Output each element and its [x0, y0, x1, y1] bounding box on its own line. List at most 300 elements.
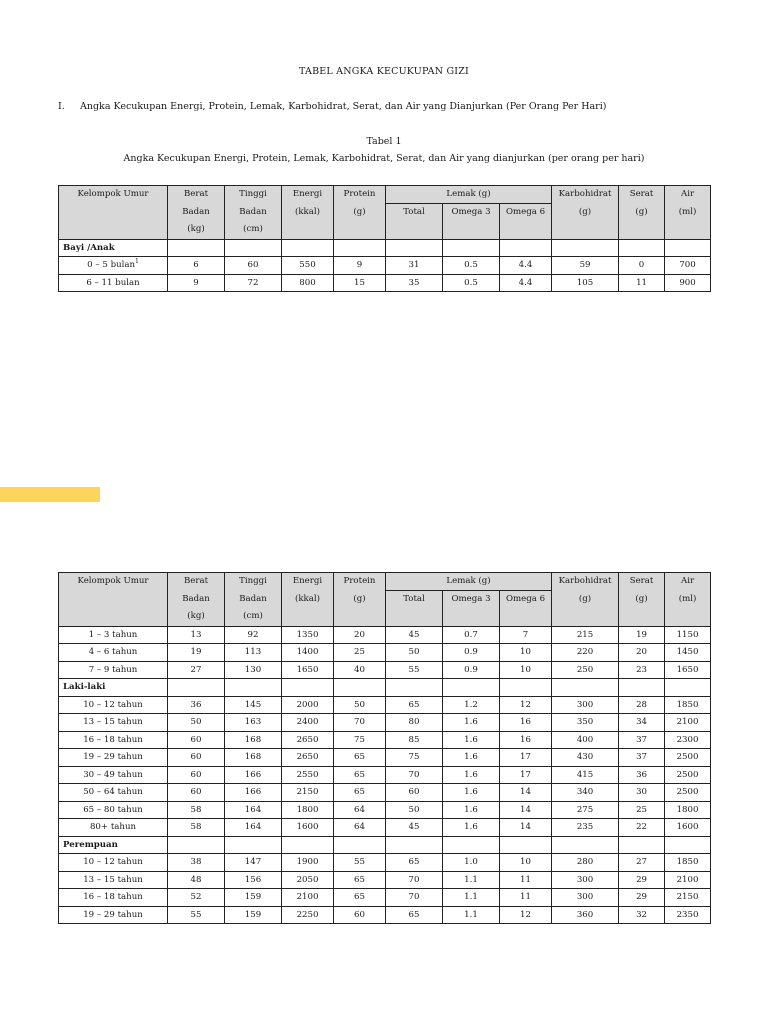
value-text: 55: [408, 664, 420, 675]
value-text: 164: [244, 804, 262, 815]
value-cell: [282, 854, 334, 872]
empty-cell: [619, 239, 665, 257]
value-cell: [665, 889, 711, 907]
table-row: [59, 871, 711, 889]
value-text: 55: [190, 909, 202, 920]
value-text: 60: [190, 769, 202, 780]
section-number: I.: [58, 101, 65, 112]
value-text: 2250: [296, 909, 319, 920]
value-text: 1850: [676, 699, 699, 710]
value-cell: [665, 906, 711, 924]
value-cell: [168, 749, 225, 767]
value-text: 0.9: [464, 664, 478, 675]
header-energi-line: Energi: [292, 576, 323, 586]
age-group-cell: [59, 661, 168, 679]
empty-cell: [282, 239, 334, 257]
value-cell: [619, 784, 665, 802]
empty-cell: [552, 239, 619, 257]
value-cell: [552, 801, 619, 819]
value-cell: [619, 889, 665, 907]
empty-cell: [168, 239, 225, 257]
value-text: 48: [190, 874, 202, 885]
value-cell: [282, 696, 334, 714]
value-text: 2300: [676, 734, 699, 745]
value-cell: [334, 749, 386, 767]
value-cell: [443, 854, 500, 872]
table-row: [59, 749, 711, 767]
group-row-bayi-anak: [59, 239, 711, 257]
value-text: 25: [354, 647, 365, 657]
value-text: 17: [520, 752, 531, 762]
value-cell: [443, 257, 500, 275]
age-group-text: 4 – 6 tahun: [88, 647, 138, 657]
value-cell: [619, 644, 665, 662]
age-group-text: 30 – 49 tahun: [83, 769, 143, 780]
value-text: 65: [354, 769, 365, 780]
value-text: 159: [244, 909, 262, 920]
header-lemak-omega-3: Omega 3: [443, 590, 500, 626]
value-text: 168: [244, 734, 262, 745]
value-text: 2400: [296, 717, 319, 727]
value-text: 35: [408, 277, 420, 288]
value-cell: [552, 626, 619, 644]
age-group-cell: [59, 906, 168, 924]
value-cell: [386, 644, 443, 662]
value-cell: [225, 819, 282, 837]
value-cell: [168, 714, 225, 732]
value-cell: [552, 906, 619, 924]
value-cell: [282, 906, 334, 924]
value-cell: [282, 626, 334, 644]
value-text: 0: [638, 260, 645, 270]
empty-cell: [500, 836, 552, 854]
value-cell: [168, 871, 225, 889]
value-text: 1350: [296, 629, 319, 640]
value-text: 37: [636, 734, 647, 745]
empty-cell: [386, 239, 443, 257]
value-text: 36: [190, 699, 202, 710]
value-text: 1650: [676, 664, 699, 675]
value-cell: [334, 626, 386, 644]
table-caption-label: Tabel 1: [366, 136, 402, 147]
header-karbohidrat-line: Karbohidrat: [558, 189, 612, 199]
value-text: 164: [244, 822, 262, 832]
value-text: 1450: [676, 647, 699, 657]
value-cell: [500, 714, 552, 732]
value-cell: [386, 801, 443, 819]
value-cell: [443, 906, 500, 924]
value-cell: [334, 871, 386, 889]
value-cell: [443, 871, 500, 889]
value-text: 50: [408, 647, 420, 657]
age-group-cell: [59, 274, 168, 292]
header-berat-badan-line: (kg): [187, 224, 205, 234]
header-berat-badan-line: (kg): [187, 611, 205, 621]
value-text: 156: [244, 874, 262, 885]
value-text: 60: [408, 787, 420, 797]
value-text: 1150: [676, 629, 699, 640]
value-cell: [500, 644, 552, 662]
value-cell: [665, 784, 711, 802]
value-cell: [334, 696, 386, 714]
value-text: 1600: [676, 822, 699, 832]
value-cell: [168, 731, 225, 749]
header-energi: [282, 186, 334, 240]
document-title: TABEL ANGKA KECUKUPAN GIZI: [299, 66, 469, 77]
age-group-cell: [59, 889, 168, 907]
header-karbohidrat: [552, 186, 619, 240]
value-text: 30: [636, 787, 647, 797]
value-text: 65: [408, 699, 420, 710]
value-cell: [500, 854, 552, 872]
value-text: 1.6: [464, 804, 478, 815]
header-serat-line: Serat: [629, 576, 654, 586]
value-cell: [334, 801, 386, 819]
value-text: 19: [190, 647, 202, 657]
empty-cell: [665, 239, 711, 257]
value-text: 50: [408, 804, 420, 815]
value-text: 36: [636, 769, 647, 780]
value-text: 58: [190, 822, 202, 832]
value-text: 1.2: [464, 699, 478, 710]
value-cell: [334, 766, 386, 784]
header-lemak-total: Total: [386, 590, 443, 626]
value-cell: [386, 819, 443, 837]
empty-cell: [225, 679, 282, 697]
value-text: 4.4: [518, 277, 533, 288]
value-cell: [168, 819, 225, 837]
value-text: 250: [576, 664, 594, 675]
value-cell: [665, 819, 711, 837]
value-text: 147: [244, 857, 262, 867]
value-text: 75: [354, 734, 365, 745]
header-lemak-omega-6: Omega 6: [500, 590, 552, 626]
value-cell: [500, 766, 552, 784]
age-group-text: 65 – 80 tahun: [83, 804, 143, 815]
value-cell: [619, 626, 665, 644]
value-text: 1.0: [464, 857, 478, 867]
value-cell: [282, 871, 334, 889]
value-cell: [282, 889, 334, 907]
value-text: 45: [408, 822, 420, 832]
value-text: 163: [244, 717, 262, 727]
value-cell: [552, 819, 619, 837]
value-cell: [665, 644, 711, 662]
table-caption-text: Angka Kecukupan Energi, Protein, Lemak, Karbohidrat, Serat, dan Air yang dianjurkan (per orang per hari): [123, 153, 645, 164]
value-cell: [168, 854, 225, 872]
value-text: 1.1: [464, 909, 478, 920]
value-cell: [443, 749, 500, 767]
value-text: 50: [354, 699, 365, 710]
value-cell: [665, 749, 711, 767]
header-energi-line: (kkal): [295, 206, 320, 217]
header-tinggi-badan-line: Tinggi: [239, 189, 267, 199]
value-cell: [386, 731, 443, 749]
empty-cell: [443, 679, 500, 697]
value-text: 65: [408, 857, 420, 867]
value-cell: [500, 889, 552, 907]
value-text: 40: [354, 664, 365, 675]
value-cell: [552, 731, 619, 749]
value-cell: [225, 749, 282, 767]
value-cell: [500, 696, 552, 714]
value-cell: [282, 819, 334, 837]
age-group-cell: [59, 257, 168, 275]
empty-cell: [386, 836, 443, 854]
value-text: 13: [190, 629, 202, 640]
age-group-text: 10 – 12 tahun: [83, 699, 143, 710]
nutrition-table-2: [58, 572, 711, 924]
value-text: 430: [576, 752, 594, 762]
value-text: 1.6: [464, 752, 478, 762]
value-text: 235: [576, 822, 594, 832]
value-text: 17: [520, 769, 531, 780]
value-text: 37: [636, 752, 647, 762]
value-text: 60: [190, 787, 202, 797]
header-tinggi-badan-line: (cm): [243, 611, 263, 621]
value-cell: [552, 766, 619, 784]
value-text: 14: [520, 787, 531, 797]
value-cell: [619, 731, 665, 749]
table-row: [59, 661, 711, 679]
value-text: 20: [354, 629, 365, 640]
value-cell: [552, 749, 619, 767]
value-cell: [386, 696, 443, 714]
value-text: 1800: [296, 804, 319, 815]
value-cell: [552, 644, 619, 662]
value-cell: [334, 889, 386, 907]
header-energi: [282, 573, 334, 627]
value-text: 0.5: [464, 260, 478, 270]
value-cell: [334, 714, 386, 732]
value-text: 550: [299, 260, 316, 270]
value-cell: [168, 626, 225, 644]
header-air-line: Air: [680, 189, 695, 199]
value-cell: [282, 766, 334, 784]
value-text: 34: [636, 717, 647, 727]
empty-cell: [334, 679, 386, 697]
value-text: 20: [636, 647, 647, 657]
value-cell: [665, 801, 711, 819]
value-cell: [665, 714, 711, 732]
value-cell: [500, 871, 552, 889]
value-text: 4.4: [518, 260, 533, 270]
value-text: 2000: [296, 699, 319, 710]
value-text: 1850: [676, 857, 699, 867]
group-label: Laki-laki: [59, 679, 168, 697]
value-cell: [443, 661, 500, 679]
age-group-cell: [59, 784, 168, 802]
value-text: 2150: [676, 892, 699, 902]
value-cell: [282, 274, 334, 292]
value-cell: [443, 696, 500, 714]
table-row: [59, 854, 711, 872]
value-text: 1400: [296, 647, 319, 657]
value-text: 12: [520, 699, 531, 710]
value-text: 19: [636, 629, 647, 640]
header-serat-line: (g): [635, 593, 648, 604]
value-text: 60: [190, 752, 202, 762]
header-tinggi-badan: [225, 573, 282, 627]
value-text: 1.6: [464, 769, 478, 780]
value-text: 159: [244, 892, 262, 902]
age-group-text: 7 – 9 tahun: [88, 664, 138, 675]
value-cell: [443, 889, 500, 907]
value-text: 2500: [676, 769, 699, 780]
empty-cell: [619, 836, 665, 854]
value-text: 15: [354, 277, 365, 288]
header-air: [665, 186, 711, 240]
header-row: [59, 573, 711, 591]
empty-cell: [168, 679, 225, 697]
value-text: 45: [408, 629, 420, 640]
header-serat: [619, 186, 665, 240]
value-cell: [334, 731, 386, 749]
value-text: 1.6: [464, 787, 478, 797]
value-cell: [225, 801, 282, 819]
header-karbohidrat-line: (g): [578, 206, 592, 217]
value-cell: [619, 749, 665, 767]
age-group-text: 10 – 12 tahun: [83, 857, 143, 867]
group-label: Bayi /Anak: [59, 239, 168, 257]
value-cell: [334, 257, 386, 275]
value-cell: [443, 784, 500, 802]
value-cell: [334, 819, 386, 837]
value-cell: [386, 661, 443, 679]
header-protein-line: (g): [353, 593, 366, 604]
value-text: 215: [576, 629, 594, 640]
value-text: 275: [576, 804, 594, 815]
value-text: 50: [190, 717, 202, 727]
value-text: 2500: [676, 787, 699, 797]
age-group-text: 80+ tahun: [89, 822, 137, 832]
value-cell: [552, 784, 619, 802]
value-text: 2650: [296, 734, 319, 745]
value-cell: [552, 714, 619, 732]
value-cell: [619, 871, 665, 889]
value-text: 22: [636, 822, 647, 832]
header-protein-line: Protein: [343, 189, 376, 199]
table-row: [59, 766, 711, 784]
value-text: 60: [354, 909, 365, 920]
age-group-cell: [59, 714, 168, 732]
value-cell: [665, 661, 711, 679]
header-karbohidrat-line: (g): [578, 593, 592, 604]
value-text: 70: [408, 874, 420, 885]
section-heading-text: Angka Kecukupan Energi, Protein, Lemak, Karbohidrat, Serat, dan Air yang Dianjurkan (Per Orang Per Hari): [80, 101, 607, 112]
value-cell: [386, 626, 443, 644]
age-group-cell: [59, 626, 168, 644]
value-text: 65: [354, 874, 365, 885]
empty-cell: [500, 679, 552, 697]
age-group-cell: [59, 766, 168, 784]
value-text: 220: [576, 647, 594, 657]
value-text: 1.6: [464, 822, 478, 832]
header-tinggi-badan-line: Badan: [239, 593, 267, 604]
age-group-text: 16 – 18 tahun: [83, 892, 143, 902]
nutrition-table-1: [58, 185, 711, 292]
table-row: [59, 731, 711, 749]
value-cell: [282, 784, 334, 802]
table-row: [59, 644, 711, 662]
value-text: 415: [576, 769, 594, 780]
value-text: 1.6: [464, 717, 478, 727]
header-air-line: (ml): [678, 206, 697, 217]
value-cell: [282, 731, 334, 749]
empty-cell: [282, 679, 334, 697]
empty-cell: [443, 239, 500, 257]
value-cell: [225, 626, 282, 644]
header-air: [665, 573, 711, 627]
value-cell: [168, 784, 225, 802]
header-berat-badan: [168, 186, 225, 240]
value-text: 2100: [676, 717, 699, 727]
value-cell: [552, 854, 619, 872]
value-text: 25: [636, 804, 647, 815]
age-group-text: 6 – 11 bulan: [86, 277, 140, 288]
header-berat-badan-line: Berat: [183, 576, 209, 586]
highlight-marker: [0, 487, 100, 502]
header-tinggi-badan-line: Tinggi: [239, 576, 267, 586]
value-text: 80: [408, 717, 420, 727]
value-text: 105: [576, 277, 594, 288]
table-row: [59, 696, 711, 714]
age-group-text: 50 – 64 tahun: [83, 787, 143, 797]
value-cell: [334, 906, 386, 924]
value-text: 11: [636, 277, 647, 288]
header-berat-badan: [168, 573, 225, 627]
value-cell: [500, 731, 552, 749]
value-cell: [619, 696, 665, 714]
header-serat: [619, 573, 665, 627]
value-text: 2350: [676, 909, 699, 920]
value-cell: [500, 626, 552, 644]
header-lemak-total: Total: [386, 203, 443, 239]
value-text: 10: [520, 857, 531, 867]
value-cell: [619, 801, 665, 819]
value-cell: [225, 257, 282, 275]
value-cell: [665, 854, 711, 872]
value-cell: [386, 889, 443, 907]
value-text: 1900: [296, 857, 319, 867]
age-group-cell: [59, 644, 168, 662]
value-cell: [552, 274, 619, 292]
value-text: 16: [520, 717, 531, 727]
value-cell: [619, 819, 665, 837]
age-group-text: 13 – 15 tahun: [83, 874, 143, 885]
value-cell: [225, 274, 282, 292]
value-text: 400: [576, 734, 594, 745]
value-cell: [282, 644, 334, 662]
value-cell: [500, 274, 552, 292]
empty-cell: [225, 836, 282, 854]
table-row: [59, 784, 711, 802]
value-cell: [168, 906, 225, 924]
header-lemak: Lemak (g): [386, 573, 552, 591]
value-text: 65: [408, 909, 420, 920]
value-cell: [282, 749, 334, 767]
age-group-cell: [59, 854, 168, 872]
group-label: Perempuan: [59, 836, 168, 854]
header-air-line: Air: [680, 576, 695, 586]
age-group-cell: [59, 731, 168, 749]
value-cell: [665, 731, 711, 749]
value-text: 58: [190, 804, 202, 815]
value-text: 2550: [296, 769, 319, 780]
value-cell: [665, 274, 711, 292]
value-text: 300: [576, 892, 594, 902]
value-cell: [225, 714, 282, 732]
